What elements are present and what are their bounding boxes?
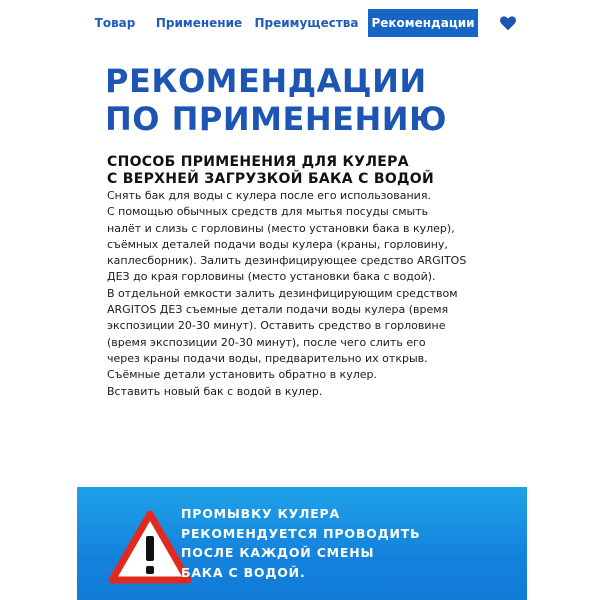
warning-line: БАКА С ВОДОЙ. [181, 564, 306, 580]
product-card [77, 0, 527, 600]
tab-usage[interactable]: Применение [155, 16, 243, 30]
warning-message [181, 504, 421, 582]
instruction-line: ДЕЗ до края горловины (место установки бака с водой). [107, 270, 436, 284]
heart-icon [499, 15, 517, 31]
instruction-line: С помощью обычных средств для мытья посуды смыть [107, 205, 429, 219]
tab-recommendations[interactable]: Рекомендации [368, 9, 478, 37]
section-title-line1: СПОСОБ ПРИМЕНЕНИЯ ДЛЯ КУЛЕРА [107, 154, 409, 170]
page-title-line2: ПО ПРИМЕНЕНИЮ [105, 100, 448, 138]
instruction-line: ARGITOS ДЕЗ съемные детали подачи воды кулера (время [107, 303, 449, 317]
tab-advantages[interactable]: Преимущества [254, 16, 359, 30]
instruction-line: В отдельной емкости залить дезинфицирующим средством [107, 286, 458, 300]
tab-product[interactable]: Товар [94, 16, 136, 30]
instruction-line: каплесборник). Залить дезинфицирующее средство ARGITOS [107, 254, 467, 268]
instruction-line: Вставить новый бак с водой в кулер. [107, 384, 323, 398]
instruction-line: через краны подачи воды, предварительно их открыв. [107, 351, 428, 365]
instruction-line: Снять бак для воды с кулера после его использования. [107, 189, 431, 202]
instruction-line: (время экспозиции 20-30 минут), после чего слить его [107, 335, 426, 349]
instruction-line: Съёмные детали установить обратно в кулер. [107, 368, 377, 382]
instruction-line: съёмных деталей подачи воды кулера (краны, горловину, [107, 237, 448, 251]
warning-icon [108, 510, 192, 584]
instruction-line: налёт и слизь с горловины (место установки бака в кулер), [107, 221, 455, 235]
page-title [105, 62, 515, 138]
warning-line: РЕКОМЕНДУЕТСЯ ПРОВОДИТЬ [181, 525, 421, 541]
section-title [107, 154, 487, 188]
section-title-line2: С ВЕРХНЕЙ ЗАГРУЗКОЙ БАКА С ВОДОЙ [107, 171, 435, 187]
instruction-line: экспозиции 20-30 минут). Оставить средство в горловине [107, 319, 446, 333]
tab-bar [77, 9, 527, 37]
warning-line: ПРОМЫВКУ КУЛЕРА [181, 506, 340, 521]
warning-line: ПОСЛЕ КАЖДОЙ СМЕНЫ [181, 545, 375, 560]
instructions-text [107, 188, 499, 400]
page-title-line1: РЕКОМЕНДАЦИИ [105, 62, 427, 100]
favorite-button[interactable] [495, 11, 521, 35]
